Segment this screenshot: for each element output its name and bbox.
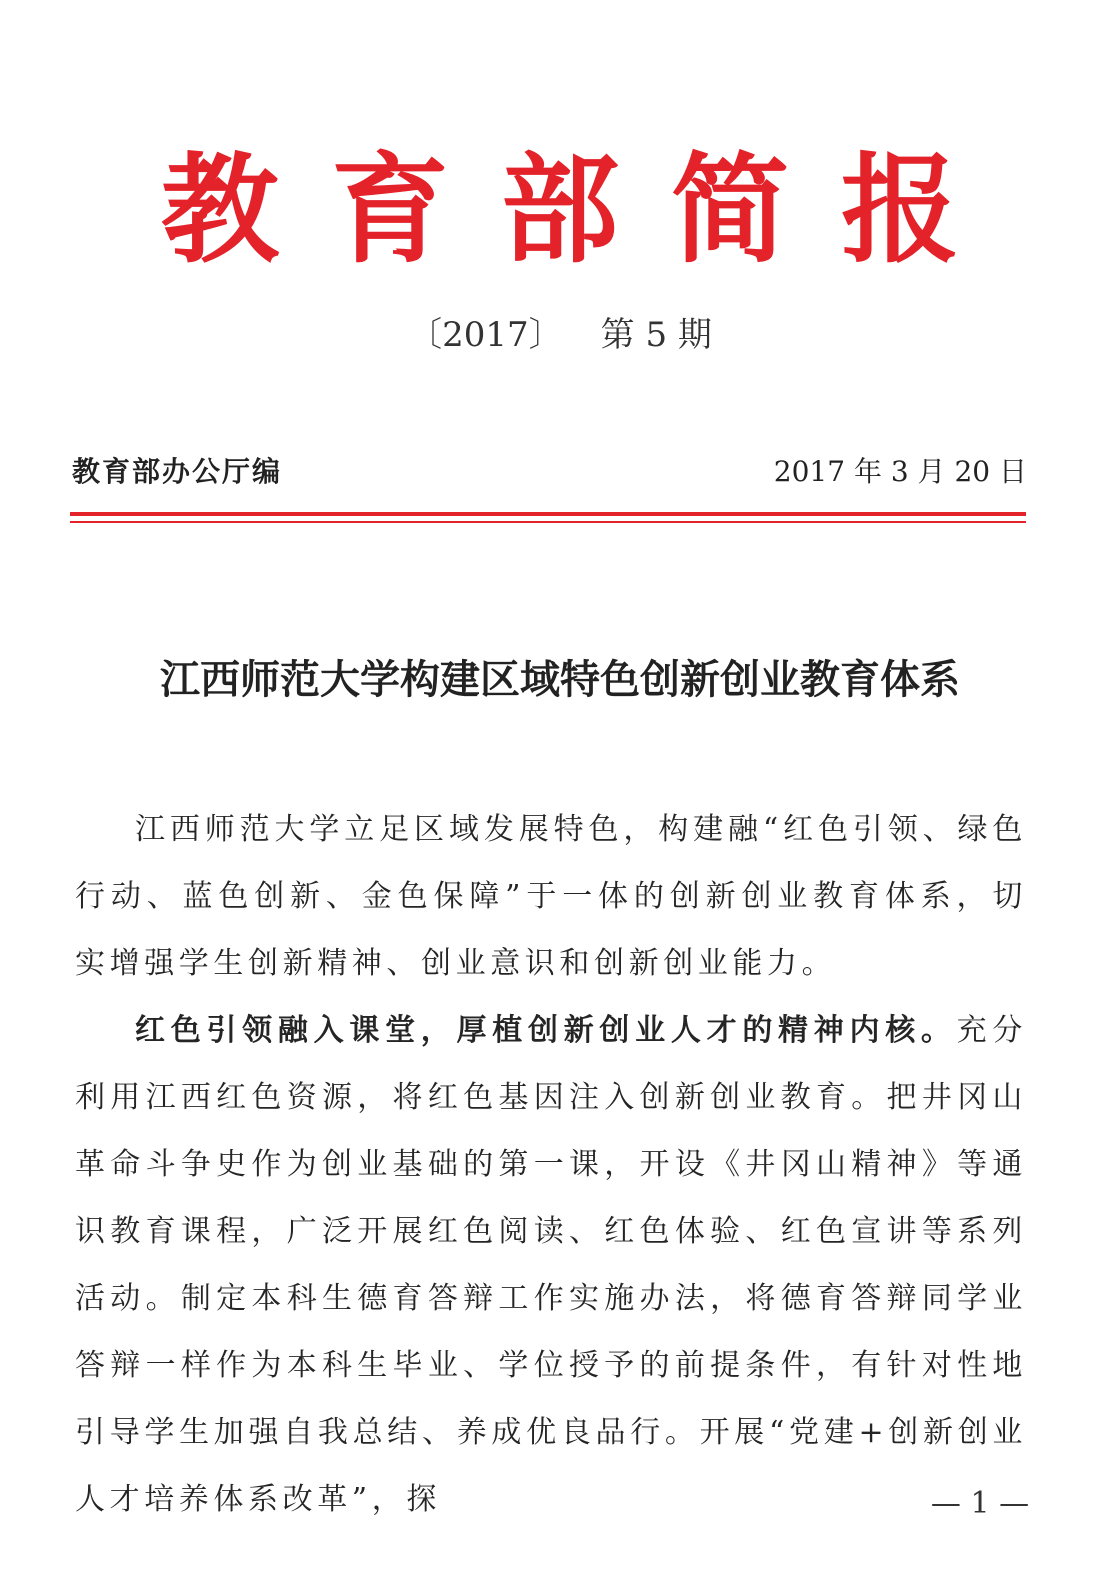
- editor-label: 教育部办公厅编: [72, 455, 283, 488]
- article-title: 江西师范大学构建区域特色创新创业教育体系: [160, 656, 960, 703]
- issue-number: 第 5 期: [600, 315, 712, 355]
- page-number: — 1 —: [930, 1486, 1030, 1521]
- issue-date: 2017 年 3 月 20 日: [773, 455, 1027, 488]
- header-rule-thick: [70, 512, 1026, 516]
- header-rule-thin: [70, 521, 1026, 523]
- masthead-title: 教育部简报: [160, 140, 1011, 279]
- article-body: [75, 796, 1027, 1533]
- paragraph-red-guidance: [75, 997, 1027, 1533]
- meta-row: [72, 450, 1027, 494]
- paragraph-intro: 江西师范大学立足区域发展特色，构建融“红色引领、绿色行动、蓝色创新、金色保障”于一体的创新创业教育体系，切实增强学生创新精神、创业意识和创新创业能力。: [75, 812, 1027, 981]
- paragraph-body-text: 充分利用江西红色资源，将红色基因注入创新创业教育。把井冈山革命斗争史作为创业基础的第一课，开设《井冈山精神》等通识教育课程，广泛开展红色阅读、红色体验、红色宣讲等系列活动。制定本科生德育答辩工作实施办法，将德育答辩同学业答辩一样作为本科生毕业、学位授予的前提条件，有针对性地引导学生加强自我总结、养成优良品行。开展“党建+创新创业人才培养体系改革”，探: [75, 1013, 1027, 1517]
- issue-line: [0, 312, 1120, 358]
- issue-year: 〔2017〕: [408, 315, 563, 355]
- paragraph-lead-heading: 红色引领融入课堂，厚植创新创业人才的精神内核。: [135, 1013, 957, 1048]
